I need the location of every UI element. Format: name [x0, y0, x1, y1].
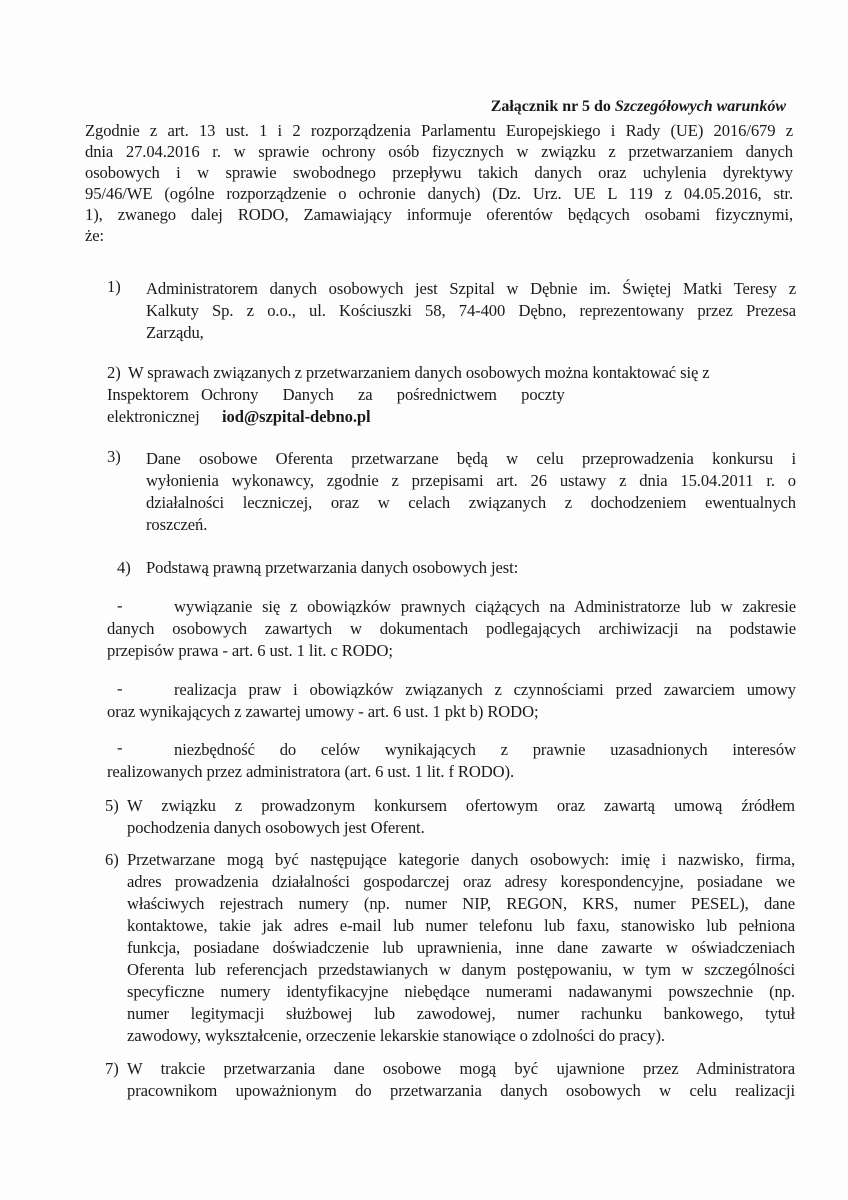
item-number: 4) [117, 558, 131, 577]
item-line: Inspektorem Ochrony Danych za pośrednictwem poczty [107, 385, 565, 404]
item-line: właściwych rejestrach numery (np. numer NIP, REGON, KRS, numer PESEL), dane [127, 894, 795, 913]
bullet-marker: - [117, 738, 123, 757]
item-line: pracownikom upoważnionym do przetwarzania danych osobowych w celu realizacji [127, 1081, 795, 1100]
item-number: 2) [107, 363, 121, 382]
item-line: Przetwarzane mogą być następujące kategorie danych osobowych: imię i nazwisko, firma, [127, 850, 795, 869]
item-line: numer legitymacji służbowej lub zawodowej, numer rachunku bankowego, tytuł [127, 1004, 795, 1023]
bullet-line: realizacja praw i obowiązków związanych z czynnościami przed zawarciem umowy [174, 680, 796, 699]
bullet-marker: - [117, 596, 123, 615]
heading-bold-text: Załącznik nr 5 do [490, 98, 615, 115]
item-line: W sprawach związanych z przetwarzaniem danych osobowych można kontaktować się z [128, 363, 710, 382]
item-line: wyłonienia wykonawcy, zgodnie z przepisami art. 26 ustawy z dnia 15.04.2011 r. o [146, 471, 796, 490]
intro-line: osobowych i w sprawie swobodnego przepływu takich danych oraz uchylenia dyrektywy [85, 163, 793, 182]
item-line: zawodowy, wykształcenie, orzeczenie lekarskie stanowiące o zdolności do pracy). [127, 1026, 665, 1045]
item-line: działalności leczniczej, oraz w celach związanych z dochodzeniem ewentualnych [146, 493, 796, 512]
bullet-marker: - [117, 679, 123, 698]
item-line: elektronicznej [107, 407, 200, 426]
attachment-heading [491, 98, 786, 116]
item-number: 7) [105, 1059, 119, 1078]
item-line: Kalkuty Sp. z o.o., ul. Kościuszki 58, 74-400 Dębno, reprezentowany przez Prezesa [146, 301, 796, 320]
item-line: adres prowadzenia działalności gospodarczej oraz adresy korespondencyjne, posiadane we [127, 872, 795, 891]
item-line: funkcja, posiadane doświadczenie lub uprawnienia, inne dane zawarte w oświadczeniach [127, 938, 795, 957]
intro-line: dnia 27.04.2016 r. w sprawie ochrony osób fizycznych w związku z przetwarzaniem danych [85, 142, 793, 161]
bullet-line: realizowanych przez administratora (art. 6 ust. 1 lit. f RODO). [107, 762, 515, 781]
item-line: specyficzne numery identyfikacyjne niebędące numerami nadawanymi powszechnie (np. [127, 982, 795, 1001]
item-number: 3) [107, 447, 121, 466]
item-line: pochodzenia danych osobowych jest Oferent. [127, 818, 425, 837]
heading-italic-text: Szczegółowych warunków [614, 98, 786, 115]
intro-line: że: [85, 226, 105, 245]
item-line: Oferenta lub referencjach przedstawianych w danym postępowaniu, w tym w szczególności [127, 960, 795, 979]
bullet-line: danych osobowych zawartych w dokumentach podlegających archiwizacji na podstawie [107, 619, 796, 638]
item-line: roszczeń. [146, 515, 208, 534]
bullet-line: oraz wynikających z zawartej umowy - art. 6 ust. 1 pkt b) RODO; [107, 702, 539, 721]
item-line: Podstawą prawną przetwarzania danych osobowych jest: [146, 558, 519, 577]
intro-line: Zgodnie z art. 13 ust. 1 i 2 rozporządzenia Parlamentu Europejskiego i Rady (UE) 2016/679 z [85, 121, 793, 140]
item-line: Dane osobowe Oferenta przetwarzane będą w celu przeprowadzenia konkursu i [146, 449, 796, 468]
item-line: W związku z prowadzonym konkursem ofertowym oraz zawartą umową źródłem [127, 796, 795, 815]
dpo-email-link[interactable]: iod@szpital-debno.pl [222, 407, 371, 426]
item-number: 5) [105, 796, 119, 815]
bullet-line: niezbędność do celów wynikających z prawnie uzasadnionych interesów [174, 740, 796, 759]
intro-line: 95/46/WE (ogólne rozporządzenie o ochronie danych) (Dz. Urz. UE L 119 z 04.05.2016, str. [85, 184, 793, 203]
item-number: 6) [105, 850, 119, 869]
intro-line: 1), zwanego dalej RODO, Zamawiający informuje oferentów będących osobami fizycznymi, [85, 205, 793, 224]
item-line: Administratorem danych osobowych jest Szpital w Dębnie im. Świętej Matki Teresy z [146, 279, 796, 298]
item-line: kontaktowe, takie jak adres e-mail lub numer telefonu lub faxu, stanowisko lub pełniona [127, 916, 795, 935]
item-line: W trakcie przetwarzania dane osobowe mogą być ujawnione przez Administratora [127, 1059, 795, 1078]
item-number: 1) [107, 277, 121, 296]
item-line: Zarządu, [146, 323, 204, 342]
bullet-line: przepisów prawa - art. 6 ust. 1 lit. c RODO; [107, 641, 393, 660]
bullet-line: wywiązanie się z obowiązków prawnych ciążących na Administratorze lub w zakresie [174, 597, 796, 616]
